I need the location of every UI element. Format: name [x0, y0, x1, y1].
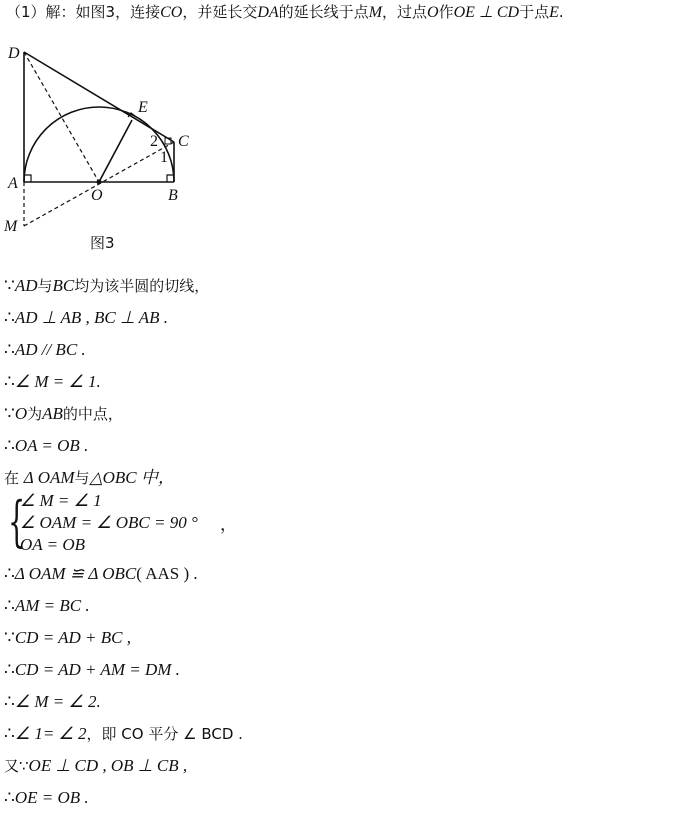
step-extra: ，即 CO 平分 ∠ BCD . — [86, 725, 243, 743]
step-cn: 为 — [27, 405, 43, 423]
system-tail: ， — [220, 515, 237, 534]
step-symbol: ∵ — [4, 276, 15, 295]
intro-mid4: 作 — [438, 3, 454, 21]
step-text: ∠ M = ∠ 2. — [14, 692, 101, 711]
step-text2: AB — [42, 404, 63, 423]
step-cn: 在 — [4, 469, 24, 487]
right-angle-a — [24, 175, 31, 182]
intro-end: . — [558, 3, 564, 21]
label-o: O — [91, 187, 103, 204]
solution-steps — [4, 270, 674, 814]
label-b: B — [168, 187, 178, 204]
step-line — [4, 622, 674, 654]
step-text: CD = AD + BC , — [14, 628, 131, 647]
intro-mid2: 的延长线于点 — [278, 3, 369, 21]
system-line: ∠ OAM = ∠ OBC = 90 ° — [20, 513, 198, 532]
step-text: O — [14, 404, 28, 423]
geometry-figure — [0, 36, 240, 258]
step-line — [4, 718, 674, 750]
point-o — [97, 180, 102, 185]
label-angle-1: 1 — [160, 149, 168, 166]
problem-intro — [6, 2, 676, 23]
right-angle-b — [167, 175, 174, 182]
intro-mid1: ，并延长交 — [182, 3, 258, 21]
intro-da: DA — [257, 4, 279, 21]
step-text: AM = BC . — [14, 596, 90, 615]
intro-mid5: 于点 — [519, 3, 550, 21]
step-cn2: 与 — [74, 469, 90, 487]
step-symbol: ∴ — [4, 372, 15, 391]
step-symbol: ∴ — [4, 788, 15, 807]
step-line — [4, 366, 674, 398]
label-m: M — [4, 218, 18, 235]
intro-mid3: ，过点 — [382, 3, 428, 21]
step-line — [4, 750, 674, 782]
system-line: OA = OB — [20, 535, 85, 554]
intro-oecd: OE ⊥ CD — [453, 4, 520, 21]
step-tail: △OBC 中， — [89, 468, 175, 487]
step-symbol: ∴ — [4, 436, 15, 455]
label-c: C — [178, 133, 189, 150]
step-text: OE ⊥ CD , OB ⊥ CB , — [28, 756, 188, 775]
system-lines — [20, 490, 198, 556]
step-line — [4, 558, 674, 590]
label-e: E — [138, 99, 148, 116]
step-line — [4, 782, 674, 814]
step-line — [4, 430, 674, 462]
step-line — [4, 590, 674, 622]
step-line — [4, 302, 674, 334]
intro-m: M — [368, 4, 383, 21]
step-text2: BC — [52, 276, 75, 295]
system-line: ∠ M = ∠ 1 — [20, 491, 102, 510]
step-text2: Δ OAM — [23, 468, 75, 487]
step-symbol: ∴ — [4, 660, 15, 679]
step-line — [4, 270, 674, 302]
step-line — [4, 398, 674, 430]
intro-prefix: （1）解：如图3，连接 — [6, 3, 161, 21]
step-text: CD = AD + AM = DM . — [14, 660, 180, 679]
step-text: Δ OAM ≌ Δ OBC — [14, 564, 137, 583]
step-cn: 与 — [37, 277, 53, 295]
step-text: ∠ M = ∠ 1. — [14, 372, 101, 391]
equation-system — [4, 492, 674, 556]
intro-o: O — [427, 4, 439, 21]
label-d: D — [8, 45, 20, 62]
step-text: AD ⊥ AB , BC ⊥ AB . — [14, 308, 169, 327]
figure-caption: 图3 — [90, 234, 115, 252]
step-text: OE = OB . — [14, 788, 89, 807]
label-angle-2: 2 — [150, 133, 158, 150]
step-symbol: ∴ — [4, 340, 15, 359]
step-symbol: 又∵ — [4, 757, 29, 775]
segment-oe — [99, 120, 132, 182]
step-symbol: ∴ — [4, 724, 15, 743]
step-line — [4, 334, 674, 366]
step-text: AD // BC . — [14, 340, 86, 359]
step-cn2: 的中点， — [62, 405, 123, 423]
step-text: OA = OB . — [14, 436, 89, 455]
step-cn2: 均为该半圆的切线， — [74, 277, 210, 295]
step-extra: ( AAS ) . — [136, 564, 198, 583]
step-symbol: ∵ — [4, 404, 15, 423]
step-line — [4, 686, 674, 718]
step-symbol: ∴ — [4, 308, 15, 327]
step-text: ∠ 1= ∠ 2 — [14, 724, 87, 743]
step-line — [4, 654, 674, 686]
step-text: AD — [14, 276, 38, 295]
step-symbol: ∴ — [4, 564, 15, 583]
intro-e: E — [549, 4, 559, 21]
label-a: A — [8, 175, 18, 192]
brace-symbol: { — [8, 490, 26, 553]
step-symbol: ∴ — [4, 692, 15, 711]
intro-co: CO — [160, 4, 183, 21]
step-symbol: ∴ — [4, 596, 15, 615]
step-symbol: ∵ — [4, 628, 15, 647]
